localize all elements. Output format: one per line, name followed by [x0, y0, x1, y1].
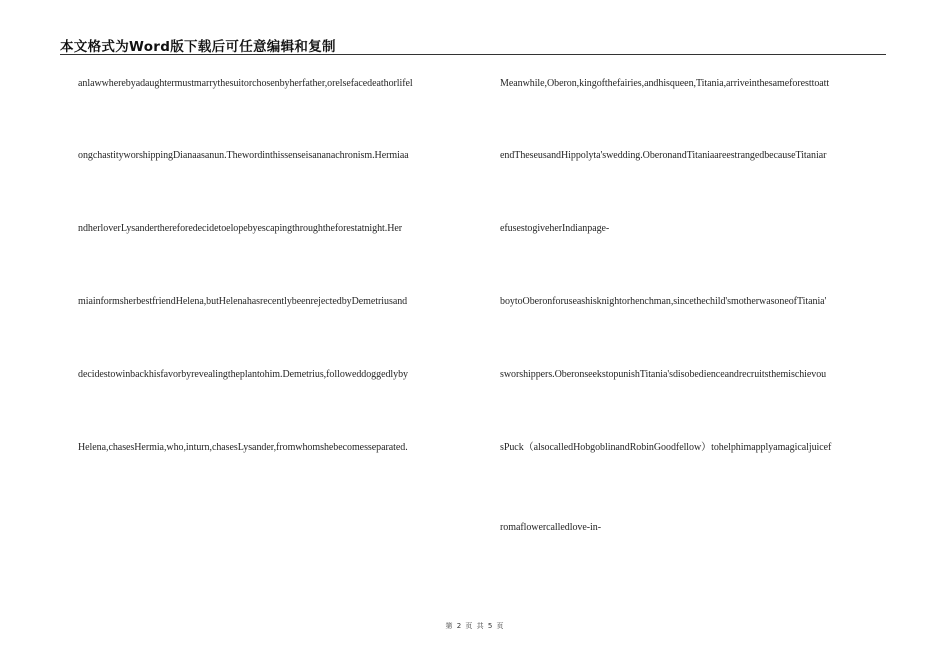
text-line: decidestowinbackhisfavorbyrevealingtheplantohim.Demetrius,followeddoggedlyby	[78, 369, 408, 380]
text-line: romaflowercalledlove-in-	[500, 522, 601, 533]
text-line: anlawwherebyadaughtermustmarrythesuitorchosenbyherfather,orelsefacedeathorlifel	[78, 78, 413, 89]
page-header	[60, 36, 886, 55]
text-line: ongchastityworshippingDianaasanun.Thewordinthissenseisananachronism.Hermiaa	[78, 150, 409, 161]
text-line: Meanwhile,Oberon,kingofthefairies,andhisqueen,Titania,arriveinthesameforesttoatt	[500, 78, 830, 89]
header-title: 本文格式为Word版下载后可任意编辑和复制	[60, 39, 336, 55]
page-number: 第 2 页 共 5 页	[445, 622, 505, 630]
text-line: endTheseusandHippolyta'swedding.OberonandTitaniaareestrangedbecauseTitaniar	[500, 150, 827, 161]
text-line: efusestogiveherIndianpage-	[500, 223, 610, 234]
text-line: miainformsherbestfriendHelena,butHelenahasrecentlybeenrejectedbyDemetriusand	[78, 296, 408, 307]
text-line: sworshippers.OberonseekstopunishTitania'sdisobedienceandrecruitsthemischievou	[500, 369, 827, 380]
text-line: Helena,chasesHermia,who,inturn,chasesLysander,fromwhomshebecomesseparated.	[78, 442, 408, 453]
text-line: ndherloverLysanderthereforedecidetoelopebyescapingthroughtheforestatnight.Her	[78, 223, 403, 234]
text-line: boytoOberonforuseashisknightorhenchman,sincethechild'smotherwasoneofTitania'	[500, 296, 827, 307]
text-line: sPuck（alsocalledHobgoblinandRobinGoodfellow）tohelphimapplyamagicaljuicef	[500, 442, 832, 453]
